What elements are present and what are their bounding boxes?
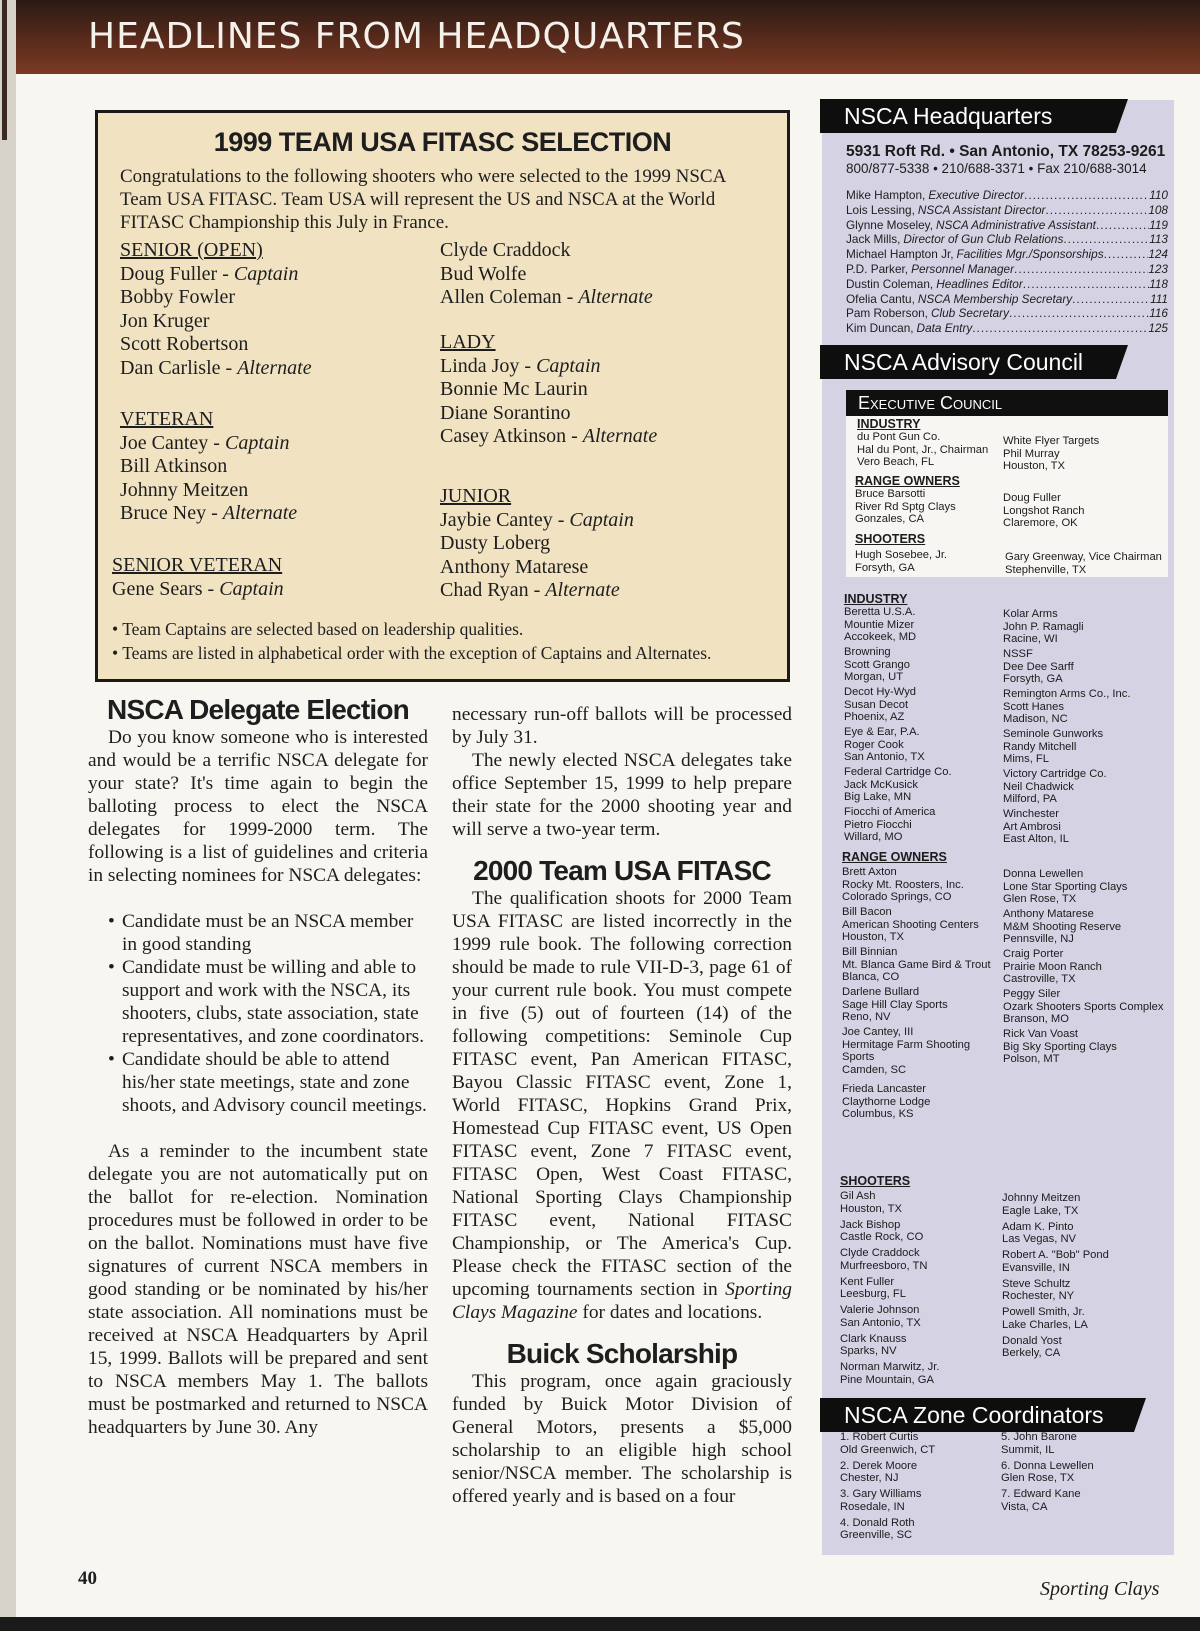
note-item: • Teams are listed in alphabetical order with the exception of Captains and Alternates. (112, 643, 712, 663)
exec-industry-left: du Pont Gun Co. Hal du Pont, Jr., Chairman Vero Beach, FL (857, 431, 989, 469)
article-heading: NSCA Delegate Election (107, 694, 409, 725)
zone-entry: 3. Gary Williams Rosedale, IN (840, 1488, 922, 1513)
shooters-entry: Steve Schultz Rochester, NY (1002, 1277, 1075, 1303)
staff-row (846, 203, 1168, 218)
leader-dots (1104, 247, 1149, 262)
member-role: Alternate (545, 579, 620, 601)
shooters-entry: Valerie Johnson San Antonio, TX (840, 1304, 921, 1329)
member-role: Alternate (582, 425, 658, 447)
article-paragraph: This program, once again graciously funded by Buick Motor Division of General Motors, presents a $5,000 scholarship to an eligible high school senior/NSCA member. The scholarship is offered yearly and is based on a four (452, 1371, 792, 1507)
leader-dots (972, 321, 1148, 336)
industry-entry: NSSF Dee Dee Sarff Forsyth, GA (1003, 648, 1074, 686)
criteria-item: • Candidate should be able to attend his/her state meetings, state and zone shoots, and Advisory council meetings. (110, 1048, 428, 1117)
magazine-name: Sporting Clays (1040, 1578, 1160, 1600)
team-member: Diane Sorantino (440, 401, 571, 424)
range-entry: Frieda Lancaster Claythorne Lodge Columbus, KS (842, 1083, 931, 1121)
team-lady (440, 331, 657, 449)
page-title: HEADLINES FROM HEADQUARTERS (88, 16, 745, 57)
page-edge-shadow (2, 0, 7, 140)
note-item: • Team Captains are selected based on leadership qualities. (112, 619, 524, 639)
staff-role: Club Secretary (930, 306, 1009, 321)
staff-role: Data Entry (916, 321, 973, 336)
leader-dots (1009, 306, 1149, 321)
shooters-entry: Donald Yost Berkely, CA (1002, 1334, 1062, 1360)
staff-row (846, 292, 1168, 307)
team-member: Bruce Ney - Alternate (120, 502, 298, 524)
fitasc-notes (112, 617, 782, 665)
article-heading: 2000 Team USA FITASC (473, 855, 771, 886)
industry-entry: Decot Hy-Wyd Susan Decot Phoenix, AZ (844, 686, 917, 724)
staff-row (846, 232, 1168, 247)
staff-role: Headlines Editor (936, 276, 1023, 291)
member-role: Captain (536, 354, 601, 377)
hq-title-tab: NSCA Headquarters (820, 99, 1116, 133)
article-paragraph: Do you know someone who is interested and would be a terrific NSCA delegate for your state? It's time again to begin the balloting process to elect the NSCA delegates for 1999-2000 term. The following is a list of guidelines and criteria in selecting nominees for NSCA delegates: (88, 727, 428, 886)
leader-dots (1014, 262, 1148, 277)
shooters-entry: Adam K. Pinto Las Vegas, NV (1002, 1220, 1077, 1246)
staff-name: Lois Lessing, (846, 202, 915, 217)
zone-entry: 4. Donald Roth Greenville, SC (840, 1516, 915, 1542)
industry-entry: Kolar Arms John P. Ramagli Racine, WI (1003, 608, 1084, 646)
criteria-list (88, 910, 428, 1117)
team-senior-veteran (112, 554, 284, 601)
range-entry: Craig Porter Prairie Moon Ranch Castroville, TX (1003, 948, 1102, 986)
range-entry: Anthony Matarese M&M Shooting Reserve Pennsville, NJ (1003, 908, 1122, 946)
zone-entry: 7. Edward Kane Vista, CA (1001, 1488, 1081, 1513)
criteria-item: • Candidate must be an NSCA member in good standing (110, 910, 428, 956)
staff-role: NSCA Assistant Director (917, 202, 1046, 217)
page-edge (0, 0, 16, 1631)
staff-row (846, 188, 1168, 203)
staff-extension: 124 (1148, 247, 1168, 262)
staff-extension: 111 (1150, 291, 1168, 306)
header-banner (16, 0, 1200, 74)
leader-dots (1023, 277, 1149, 292)
staff-role: Executive Director (928, 188, 1025, 202)
shooters-entry: Kent Fuller Leesburg, FL (840, 1275, 906, 1301)
exec-shooters-right: Gary Greenway, Vice Chairman Stephenville, TX (1005, 551, 1162, 576)
note-text: Teams are listed in alphabetical order with the exception of Captains and Alternates. (122, 643, 712, 663)
member-role: Captain (569, 508, 634, 531)
staff-role: Facilities Mgr./Sponsorships (956, 247, 1104, 262)
exec-range-left: Bruce Barsotti River Rd Sptg Clays Gonzales, CA (855, 488, 956, 526)
industry-entry: Eye & Ear, P.A. Roger Cook San Antonio, TX (844, 726, 925, 764)
staff-extension: 108 (1148, 202, 1168, 217)
industry-entry: Victory Cartridge Co. Neil Chadwick Milford, PA (1003, 768, 1107, 806)
member-role: Captain (233, 262, 299, 285)
page-number: 40 (78, 1568, 97, 1589)
staff-role: NSCA Administrative Assistant (936, 217, 1096, 232)
exec-shooters-left: Hugh Sosebee, Jr. Forsyth, GA (855, 549, 948, 574)
team-junior (440, 485, 634, 603)
staff-role: NSCA Membership Secretary (917, 291, 1073, 306)
staff-name: Michael Hampton Jr, (846, 247, 954, 262)
range-entry: Brett Axton Rocky Mt. Roosters, Inc. Colorado Springs, CO (842, 866, 964, 904)
zone-entry: 5. John Barone Summit, IL (1001, 1431, 1077, 1456)
staff-name: Jack Mills, (846, 232, 901, 247)
staff-name: Dustin Coleman, (846, 276, 934, 291)
staff-extension: 125 (1148, 321, 1168, 336)
staff-row (846, 306, 1168, 321)
range-owners-heading: RANGE OWNERS (842, 850, 947, 864)
member-role: Alternate (237, 356, 312, 379)
range-entry: Joe Cantey, III Hermitage Farm Shooting Sports Camden, SC (842, 1026, 971, 1076)
team-member: Joe Cantey - Captain (120, 431, 290, 454)
industry-heading: INDUSTRY (844, 592, 908, 606)
shooters-entry: Gil Ash Houston, TX (840, 1190, 902, 1215)
industry-entry: Seminole Gunworks Randy Mitchell Mims, FL (1003, 728, 1104, 766)
article-paragraph (452, 887, 792, 1324)
shooters-entry: Johnny Meitzen Eagle Lake, TX (1002, 1192, 1081, 1217)
team-member: Bonnie Mc Laurin (440, 378, 588, 400)
team-member: Clyde Craddock (440, 239, 571, 261)
staff-name: Glynne Moseley, (846, 217, 933, 232)
staff-name: Ofelia Cantu, (846, 291, 915, 306)
staff-row (846, 321, 1168, 336)
article-paragraph: The newly elected NSCA delegates take office September 15, 1999 to help prepare their state for the 2000 shooting year and will serve a two-year term. (452, 750, 792, 840)
shooters-entry: Powell Smith, Jr. Lake Charles, LA (1002, 1306, 1088, 1331)
article-paragraph: As a reminder to the incumbent state delegate you are not automatically put on the ballot for re-election. Nomination procedures must be followed in order to be on the ballot. Nominations must have five signatures of current NSCA members in good standing or be nominated by his/her state association. All nominations must be received at NSCA Headquarters by April 15, 1999. Ballots will be prepared and sent to NSCA members May 1. The ballots must be postmarked and returned to NSCA headquarters by June 30. Any (88, 1141, 428, 1438)
industry-entry: Browning Scott Grango Morgan, UT (844, 646, 910, 684)
staff-role: Director of Gun Club Relations (903, 232, 1064, 247)
leader-dots (1024, 188, 1149, 203)
member-role: Alternate (222, 502, 298, 524)
team-open-continued (440, 239, 653, 310)
hq-address: 5931 Roft Rd. • San Antonio, TX 78253-9261 (846, 143, 1166, 160)
leader-dots (1063, 232, 1149, 247)
team-member: Gene Sears - Captain (112, 577, 284, 600)
team-heading: SENIOR VETERAN (112, 554, 283, 576)
zone-entry: 1. Robert Curtis Old Greenwich, CT (840, 1431, 936, 1456)
team-member: Johnny Meitzen (120, 478, 249, 501)
hq-phones: 800/877-5338 • 210/688-3371 • Fax 210/688-3014 (846, 161, 1147, 176)
industry-entry: Winchester Art Ambrosi East Alton, IL (1003, 808, 1069, 846)
staff-row (846, 277, 1168, 292)
shooters-entry: Clyde Craddock Murfreesboro, TN (840, 1247, 928, 1272)
team-veteran (120, 408, 297, 526)
team-heading: JUNIOR (440, 485, 512, 507)
staff-name: Mike Hampton, (846, 188, 926, 202)
industry-entry: Federal Cartridge Co. Jack McKusick Big Lake, MN (844, 766, 952, 804)
page-bottom-edge (0, 1617, 1200, 1631)
fitasc-title: 1999 TEAM USA FITASC SELECTION (213, 127, 672, 157)
team-member: Bobby Fowler (120, 286, 235, 308)
team-member: Scott Robertson (120, 333, 249, 355)
fitasc-intro: Congratulations to the following shooters who were selected to the 1999 NSCA Team USA FITASC. Team USA will represent the US and NSCA at the World FITASC Championship this July in France. (120, 166, 726, 233)
range-entry: Bill Binnian Mt. Blanca Game Bird & Trout Blanca, CO (842, 946, 991, 984)
staff-name: P.D. Parker, (846, 262, 909, 276)
team-member: Chad Ryan - Alternate (440, 579, 620, 601)
range-entry: Peggy Siler Ozark Shooters Sports Complex Branson, MO (1003, 988, 1164, 1026)
article-delegate-election (88, 694, 428, 1439)
team-member: Anthony Matarese (440, 555, 589, 578)
team-member: Bud Wolfe (440, 262, 527, 285)
team-heading: SENIOR (OPEN) (120, 239, 263, 261)
range-entry: Rick Van Voast Big Sky Sporting Clays Polson, MT (1003, 1028, 1117, 1066)
executive-council-title: Executive Council (846, 390, 1168, 416)
staff-extension: 119 (1149, 217, 1168, 232)
range-entry: Darlene Bullard Sage Hill Clay Sports Reno, NV (842, 986, 948, 1024)
staff-role: Personnel Manager (911, 262, 1015, 276)
article-heading: Buick Scholarship (506, 1338, 738, 1369)
zone-entry: 6. Donna Lewellen Glen Rose, TX (1001, 1459, 1094, 1485)
team-member: Jaybie Cantey - Captain (440, 508, 634, 531)
leader-dots (1045, 203, 1148, 218)
team-member: Jon Kruger (120, 309, 210, 332)
criteria-item: • Candidate must be willing and able to support and work with the NSCA, its shooters, clubs, state association, state representatives, and zone coordinators. (110, 956, 428, 1048)
team-member: Doug Fuller - Captain (120, 262, 299, 285)
staff-extension: 113 (1149, 232, 1168, 247)
leader-dots (1072, 292, 1150, 307)
staff-name: Kim Duncan, (846, 321, 914, 336)
exec-range-heading: RANGE OWNERS (855, 474, 960, 488)
staff-extension: 118 (1149, 276, 1168, 291)
team-member: Allen Coleman - Alternate (440, 286, 653, 308)
advisory-title-tab: NSCA Advisory Council (820, 345, 1116, 379)
shooters-entry: Robert A. "Bob" Pond Evansville, IN (1002, 1249, 1109, 1274)
article-paragraph: necessary run-off ballots will be processed by July 31. (452, 704, 792, 748)
exec-industry-right: White Flyer Targets Phil Murray Houston, TX (1003, 435, 1100, 473)
staff-name: Pam Roberson, (846, 306, 928, 321)
industry-entry: Remington Arms Co., Inc. Scott Hanes Madison, NC (1003, 688, 1131, 726)
team-member: Linda Joy - Captain (440, 354, 601, 377)
team-member: Dusty Loberg (440, 532, 551, 554)
note-text: Team Captains are selected based on leadership qualities. (122, 619, 524, 639)
team-senior-open (120, 239, 312, 380)
staff-row (846, 247, 1168, 262)
staff-extension: 123 (1148, 262, 1168, 276)
zone-entry: 2. Derek Moore Chester, NJ (840, 1459, 918, 1485)
exec-industry-heading: INDUSTRY (857, 417, 921, 431)
zone-title-tab: NSCA Zone Coordinators (820, 1398, 1134, 1432)
staff-row (846, 218, 1168, 233)
team-heading: LADY (440, 331, 496, 353)
member-role: Captain (219, 577, 284, 600)
range-entry: Bill Bacon American Shooting Centers Houston, TX (842, 906, 979, 944)
staff-row (846, 262, 1168, 277)
member-role: Captain (224, 431, 290, 454)
article-column-2 (452, 703, 792, 1508)
team-member: Bill Atkinson (120, 455, 228, 477)
member-role: Alternate (578, 286, 653, 308)
exec-shooters-heading: SHOOTERS (855, 532, 926, 546)
team-heading: VETERAN (120, 408, 214, 430)
paragraph-text: The qualification shoots for 2000 Team USA FITASC are listed incorrectly in the 1999 rule book. The following correction should be made to rule VII-D-3, page 61 of your current rule book. You must compete in five (5) out of fourteen (14) of the following competitions: Seminole Cup FITASC event, Pan American FITASC, Bayou Classic FITASC event, Zone 1, World FITASC, Hopkins Grand Prix, Homestead Cup FITASC event, US Open FITASC event, Zone 7 FITASC event, FITASC Open, West Coast FITASC, National Sporting Clays Championship FITASC event, National FITASC Championship, or The America's Cup. Please check the FITASC section of the upcoming tournaments section in (452, 888, 792, 1300)
shooters-entry: Clark Knauss Sparks, NV (840, 1332, 907, 1358)
team-member: Casey Atkinson - Alternate (440, 425, 658, 447)
staff-extension: 110 (1149, 188, 1168, 202)
range-entry: Donna Lewellen Lone Star Sporting Clays Glen Rose, TX (1003, 868, 1128, 906)
leader-dots (1096, 218, 1149, 233)
paragraph-text: for dates and locations. (582, 1302, 763, 1323)
industry-entry: Fiocchi of America Pietro Fiocchi Willard, MO (844, 806, 936, 844)
team-member: Dan Carlisle - Alternate (120, 356, 312, 379)
fitasc-selection-box (95, 110, 790, 682)
staff-extension: 116 (1149, 306, 1168, 321)
shooters-entry: Jack Bishop Castle Rock, CO (840, 1218, 924, 1244)
industry-entry: Beretta U.S.A. Mountie Mizer Accokeek, MD (844, 606, 917, 644)
magazine-reference: Sporting Clays Magazine (452, 1279, 792, 1323)
shooters-entry: Norman Marwitz, Jr. Pine Mountain, GA (840, 1361, 940, 1386)
exec-range-right: Doug Fuller Longshot Ranch Claremore, OK (1003, 492, 1085, 530)
shooters-heading: SHOOTERS (840, 1174, 911, 1188)
